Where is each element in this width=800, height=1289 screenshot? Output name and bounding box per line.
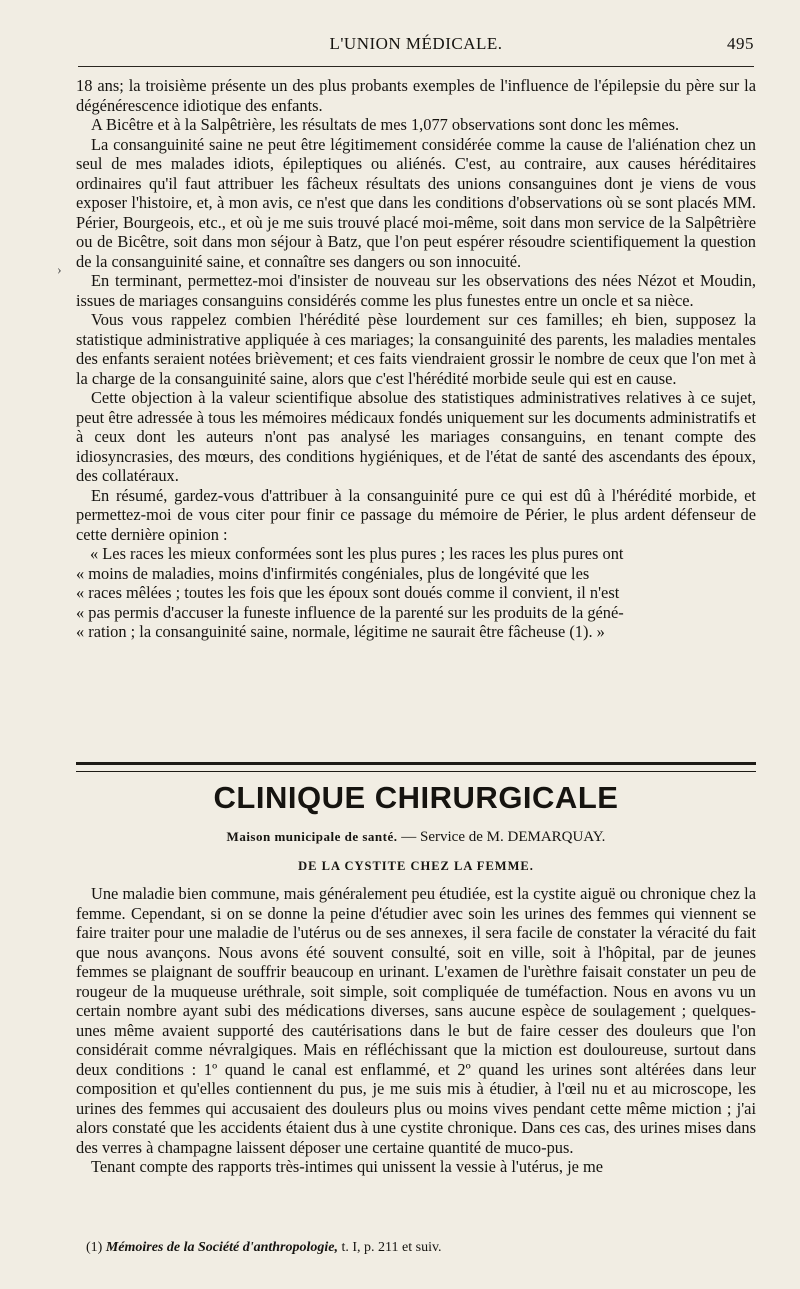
article-title: DE LA CYSTITE CHEZ LA FEMME. bbox=[298, 859, 534, 873]
footnote-marker: (1) bbox=[86, 1240, 106, 1255]
paragraph: En résumé, gardez-vous d'attribuer à la consanguinité pure ce qui est dû à l'hérédité morbide, et permettez-moi de vous citer pour finir ce passage du mémoire de Périer, le plus ardent défenseur de cette dernière opinion : bbox=[76, 485, 756, 544]
paragraph: La consanguinité saine ne peut être légitimement considérée comme la cause de l'aliénation chez un seul de mes malades idiots, épileptiques ou aliénés. C'est, au contraire, aux causes héréditaires ordinaires qu'il faut attribuer les fâcheux résultats des unions consanguines dont je viens de vous exposer l'histoire, et, à mon avis, ce n'est que dans les conditions d'observations où se sont placés MM. Périer, Bourgeois, etc., et où je me suis trouvé placé moi-même, soit dans mon service de la Salpêtrière ou de Bicêtre, soit dans mon séjour à Batz, que l'on peut espérer résoudre scientifiquement la question de la consanguinité saine, et connaître ses dangers ou son innocuité. bbox=[76, 134, 756, 271]
paragraph: Cette objection à la valeur scientifique absolue des statistiques administratives relatives à ce sujet, peut être adressée à tous les mémoires médicaux fondés uniquement sur les documents administratifs et à ceux dont les auteurs n'ont pas analysé les mariages consanguins, en tenant compte des idiosyncrasies, des mœurs, des conditions hygiéniques, et de l'état de santé des ascendants des époux, des collatéraux. bbox=[76, 388, 756, 485]
footnote-source: Mémoires de la Société d'anthropologie, bbox=[105, 1240, 338, 1255]
paragraph: Tenant compte des rapports très-intimes qui unissent la vessie à l'utérus, je me bbox=[91, 1157, 604, 1176]
page-number: 495 bbox=[727, 34, 754, 53]
service-name: — Service de M. DEMARQUAY. bbox=[397, 829, 606, 845]
paragraph: En terminant, permettez-moi d'insister de nouveau sur les observations des nées Nézot et Moudin, issues de mariages consanguins considérés comme les plus funestes entre un oncle et sa nièce. bbox=[76, 271, 756, 310]
journal-title: L'UNION MÉDICALE. bbox=[329, 34, 503, 53]
section-title: CLINIQUE CHIRURGICALE bbox=[213, 780, 619, 815]
section-subheading bbox=[76, 829, 756, 846]
quote-line: « Les races les mieux conformées sont les plus pures ; les races les plus pures ont bbox=[90, 544, 624, 563]
footnote bbox=[86, 1240, 746, 1256]
quote-line: « races mêlées ; toutes les fois que les époux sont doués comme il convient, il n'est bbox=[76, 583, 620, 602]
header-rule bbox=[78, 66, 754, 67]
margin-mark: › bbox=[57, 263, 62, 278]
quote-line: « pas permis d'accuser la funeste influence de la parenté sur les produits de la géné- bbox=[76, 602, 624, 622]
article-text bbox=[76, 884, 756, 1177]
paragraph: Une maladie bien commune, mais généralement peu étudiée, est la cystite aiguë ou chronique chez la femme. Cependant, si on se donne la peine d'étudier avec soin les urines des femmes qui viennent se faire traiter pour une maladie de l'utérus ou de ses annexes, il sera facile de constater la véracité du fait que nous avançons. Nous avons été souvent consulté, soit en ville, soit à l'hôpital, par de jeunes femmes se plaignant de souffrir beaucoup en urinant. L'examen de l'urèthre faisait constater un peu de rougeur de la muqueuse uréthrale, soit simple, soit compliquée de tuméfaction. Nous en avons vu un certain nombre ayant subi des médications diverses, sans aucune espèce de soulagement ; quelques-unes même avaient supporté des cautérisations dans le but de faire cesser des douleurs que l'on considérait comme névralgiques. Mais en réfléchissant que la miction est douloureuse, surtout dans deux conditions : 1º quand le canal est enflammé, et 2º quand les urines sont altérées dans leur composition et qu'elles contiennent du pus, je me suis mis à étudier, à l'œil nu et au microscope, les urines des femmes qui accusaient des douleurs plus ou moins vives pendant cette même miction ; j'ai alors constaté que les accidents étaient dus à une cystite chronique. Dans ces cas, des urines mises dans des verres à champagne laissent déposer une certaine quantité de muco-pus. bbox=[76, 884, 756, 1157]
paragraph: A Bicêtre et à la Salpêtrière, les résultats de mes 1,077 observations sont donc les mêmes. bbox=[91, 115, 680, 134]
body-text bbox=[76, 76, 756, 642]
section-separator bbox=[76, 762, 756, 772]
running-head bbox=[78, 34, 754, 60]
institution-name: Maison municipale de santé. bbox=[226, 829, 398, 844]
footnote-reference: t. I, p. 211 et suiv. bbox=[337, 1240, 442, 1255]
quote-line: « moins de maladies, moins d'infirmités congéniales, plus de longévité que les bbox=[76, 563, 590, 583]
paragraph: 18 ans; la troisième présente un des plus probants exemples de l'influence de l'épilepsie du père sur la dégénérescence idiotique des enfants. bbox=[76, 76, 756, 115]
quote-line: « ration ; la consanguinité saine, normale, légitime ne saurait être fâcheuse (1). » bbox=[76, 622, 605, 641]
paragraph: Vous vous rappelez combien l'hérédité pèse lourdement sur ces familles; eh bien, supposez la statistique administrative appliquée à ces mariages; la consanguinité des parents, les maladies mentales des enfants seraient notées brièvement; et ces faits viendraient grossir le nombre de ceux que l'on met à la charge de la consanguinité saine, alors que c'est l'hérédité morbide seule qui est en cause. bbox=[76, 310, 756, 388]
